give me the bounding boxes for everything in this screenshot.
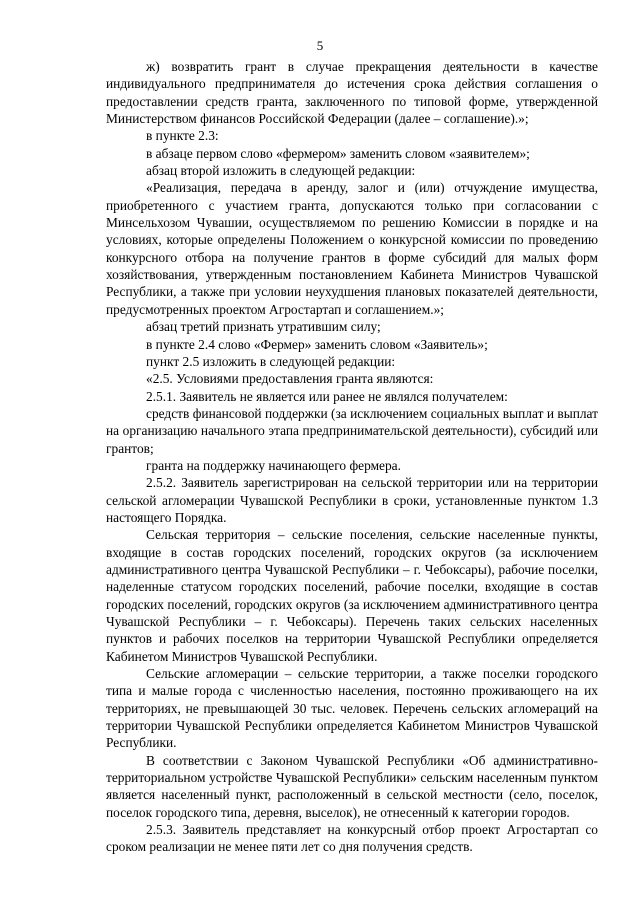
paragraph: В соответствии с Законом Чувашской Республики «Об административно-территориальном устройстве Чувашской Республики» сельским населенным пунктом является населенный пункт, расположенный в сельской местности (село, поселок, поселок городского типа, деревня, выселок), не отнесенный к категории городов. <box>106 752 598 820</box>
paragraph: абзац второй изложить в следующей редакции: <box>146 163 416 179</box>
paragraph: в пункте 2.3: <box>146 128 219 144</box>
paragraph: средств финансовой поддержки (за исключением социальных выплат и выплат на организацию начального этапа предпринимательской деятельности), субсидий или грантов; <box>106 405 598 456</box>
paragraph: Сельские агломерации – сельские территории, а также поселки городского типа и малые города с численностью населения, постоянно проживающего на их территориях, не превышающей 30 тыс. человек. Перечень сельских агломераций на территории Чувашской Республики определяется Кабинетом Министров Чувашской Республики. <box>106 666 598 751</box>
paragraph: «Реализация, передача в аренду, залог и (или) отчуждение имущества, приобретенного с участием гранта, допускаются только при согласовании с Минсельхозом Чувашии, осуществляемом по решению Комиссии в порядке и на условиях, которые определены Положением о конкурсной комиссии по проведению конкурсного отбора на получение грантов в форме субсидий для малых форм хозяйствования, утвержденным постановлением Кабинета Министров Чувашской Республики, а также при условии неухудшения плановых показателей деятельности, предусмотренных проектом Агростартап и соглашением.»; <box>106 180 598 317</box>
paragraph: 2.5.3. Заявитель представляет на конкурсный отбор проект Агростартап со сроком реализации не менее пяти лет со дня получения средств. <box>106 822 598 855</box>
paragraph: ж) возвратить грант в случае прекращения деятельности в качестве индивидуального предпринимателя до истечения срока действия соглашения о предоставлении средств гранта, заключенного по типовой форме, утвержденной Министерством финансов Российской Федерации (далее – соглашение).»; <box>106 59 598 127</box>
paragraph: в абзаце первом слово «фермером» заменить словом «заявителем»; <box>146 145 530 161</box>
document-body <box>106 58 598 856</box>
page-number: 5 <box>316 38 324 53</box>
paragraph: в пункте 2.4 слово «Фермер» заменить словом «Заявитель»; <box>146 336 488 352</box>
paragraph: абзац третий признать утратившим силу; <box>146 319 381 335</box>
paragraph: Сельская территория – сельские поселения, сельские населенные пункты, входящие в состав городских поселений, городских округов (за исключением административного центра Чувашской Республики – г. Чебоксары), рабочие поселки, наделенные статусом городских поселений, рабочие поселки, входящие в состав городских поселений, городских округов (за исключением административного центра Чувашской Республики – г. Чебоксары). Перечень таких сельских населенных пунктов и рабочих поселков на территории Чувашской Республики определяется Кабинетом Министров Чувашской Республики. <box>106 527 598 664</box>
paragraph: «2.5. Условиями предоставления гранта являются: <box>146 371 434 387</box>
paragraph: 2.5.2. Заявитель зарегистрирован на сельской территории или на территории сельской агломерации Чувашской Республики в сроки, установленные пунктом 1.3 настоящего Порядка. <box>106 475 598 525</box>
paragraph: 2.5.1. Заявитель не является или ранее не являлся получателем: <box>146 388 508 404</box>
paragraph: гранта на поддержку начинающего фермера. <box>146 457 401 473</box>
paragraph: пункт 2.5 изложить в следующей редакции: <box>146 353 396 369</box>
